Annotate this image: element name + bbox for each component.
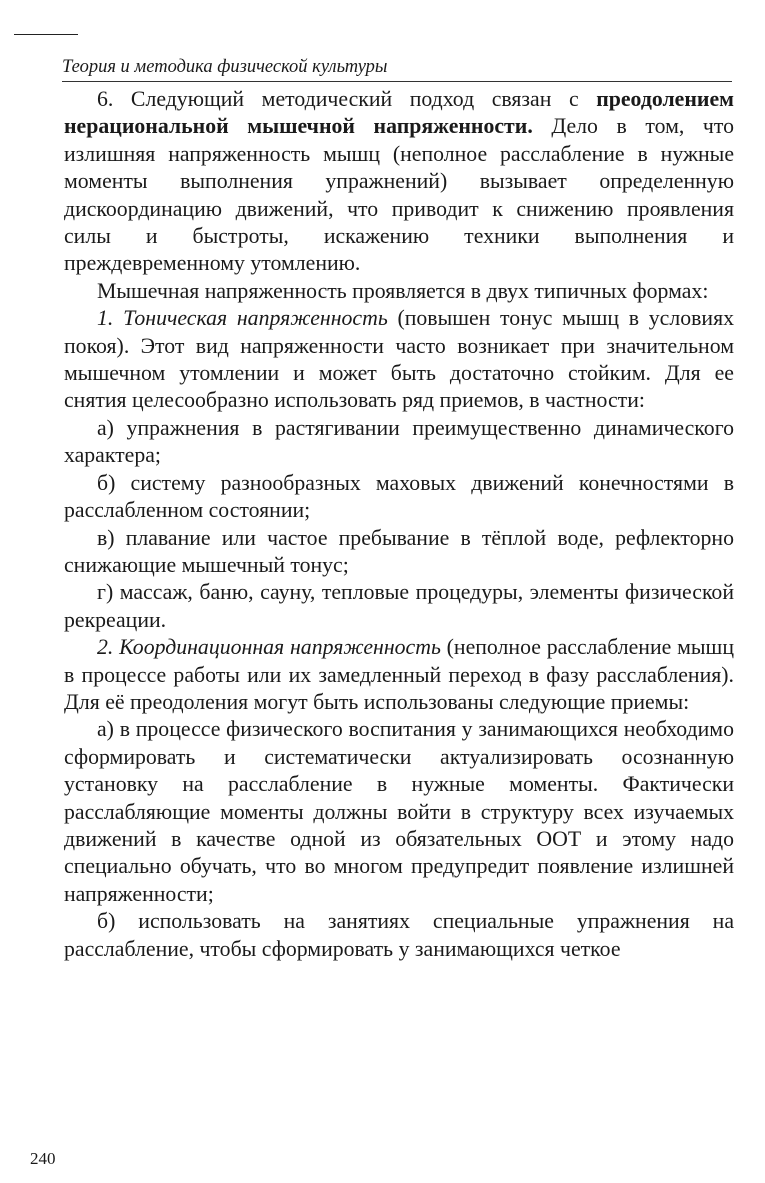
header-rule: [62, 81, 732, 82]
paragraph-6-lead: 6. Следующий методический подход связан с: [97, 87, 597, 111]
body-text: [64, 86, 734, 963]
list-item-b-relaxation-exercises: б) использовать на занятиях специальные упражнения на расслабление, чтобы сформировать у занимающихся четкое: [64, 909, 734, 961]
coordination-text: (неполное расслабление мышц в процессе работы или их замедленный переход в фазу расслабления). Для её преодоления могут быть использованы следующие приемы:: [64, 635, 734, 714]
page-number: 240: [30, 1149, 56, 1168]
list-item-a-relaxation-setup: а) в процессе физического воспитания у занимающихся необходимо сформировать и систематически актуализировать осознанную установку на расслабление в нужные моменты. Фактически расслабляющие моменты должны войти в структуру всех изучаемых движений в качестве одной из обязательных ООТ и этому надо специально обучать, что во многом предупредит появление излишней напряженности;: [64, 717, 734, 906]
list-item-g-massage: г) массаж, баню, сауну, тепловые процедуры, элементы физической рекреации.: [64, 580, 734, 632]
list-item-v-swimming: в) плавание или частое пребывание в тёплой воде, рефлекторно снижающие мышечный тонус;: [64, 525, 734, 577]
paragraph-coordination: [64, 634, 734, 716]
running-head: Теория и методика физической культуры: [62, 57, 388, 77]
tonic-text: (повышен тонус мышц в условиях покоя). Этот вид напряженности часто возникает при значительном мышечном утомлении и может быть достаточно стойким. Для ее снятия целесообразно использовать ряд приемов, в частности:: [64, 306, 734, 413]
list-item-a-stretching: а) упражнения в растягивании преимущественно динамического характера;: [64, 415, 734, 468]
paragraph-tonic: [64, 305, 734, 415]
list-item-b-swings: б) систему разнообразных маховых движений конечностями в расслабленном состоянии;: [64, 470, 734, 523]
paragraph-6-rest: Дело в том, что излишняя напряженность мышц (неполное расслабление в нужные моменты выполнения упражнений) вызывает определенную дискоординацию движений, что приводит к снижению проявления силы и быстроты, искажению техники выполнения и преждевременному утомлению.: [64, 114, 734, 276]
paragraph-forms-intro: Мышечная напряженность проявляется в двух типичных формах:: [97, 278, 709, 303]
paragraph-6-bold-term: преодолением нерациональной мышечной напряженности.: [64, 87, 734, 139]
tonic-heading: 1. Тоническая напряженность: [97, 306, 388, 331]
paragraph-6: [64, 86, 734, 278]
coordination-heading: 2. Координационная напряженность: [97, 635, 441, 660]
top-corner-rule: [14, 34, 78, 35]
